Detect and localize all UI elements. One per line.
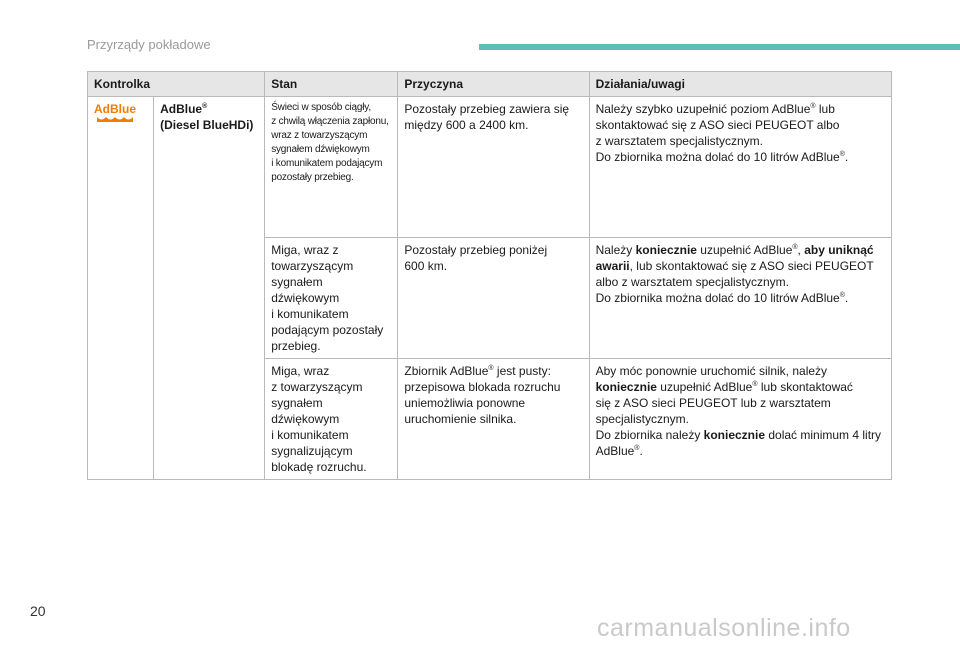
watermark: carmanualsonline.info: [597, 614, 851, 642]
adblue-warning-icon: AdBlue: [94, 103, 136, 122]
stan-line: z chwilą włączenia zapłonu,: [271, 116, 389, 127]
column-header-przyczyna: Przyczyna: [398, 72, 589, 97]
stan-line: podającym pozostały: [271, 323, 384, 337]
dzialania-cell: [589, 97, 891, 238]
dzialania-text: uzupełnić AdBlue: [696, 243, 793, 257]
dzialania-text: się z ASO sieci PEUGEOT lub z warsztatem: [595, 396, 831, 410]
przyczyna-line: Pozostały przebieg zawiera się: [404, 102, 570, 116]
table-row: [88, 97, 892, 238]
dzialania-text: dolać minimum 4 litry: [765, 428, 882, 442]
emphasis-text: koniecznie: [635, 243, 697, 257]
dzialania-text: ,: [797, 243, 805, 257]
stan-cell: [265, 97, 398, 238]
column-header-stan: Stan: [265, 72, 398, 97]
stan-line: towarzyszącym: [271, 259, 354, 273]
emphasis-text: aby uniknąć: [804, 243, 874, 257]
registered-mark: ®: [488, 365, 494, 372]
stan-line: sygnalizującym: [271, 444, 353, 458]
stan-line: sygnałem dźwiękowym: [271, 144, 370, 155]
stan-line: i komunikatem: [271, 307, 349, 321]
indicator-name: AdBlue: [160, 102, 203, 116]
registered-mark: ®: [752, 381, 758, 388]
dzialania-text: .: [844, 291, 849, 305]
przyczyna-text: Zbiornik AdBlue: [404, 364, 489, 378]
stan-line: i komunikatem podającym: [271, 158, 383, 169]
dzialania-text: Aby móc ponownie uruchomić silnik, należy: [595, 364, 828, 378]
registered-mark: ®: [839, 151, 845, 158]
przyczyna-cell: [398, 97, 589, 238]
registered-mark: ®: [839, 292, 845, 299]
stan-line: Miga, wraz z: [271, 243, 339, 257]
dzialania-text: lub skontaktować: [757, 380, 853, 394]
stan-line: i komunikatem: [271, 428, 349, 442]
dzialania-text: uzupełnić AdBlue: [656, 380, 753, 394]
stan-cell: [265, 238, 398, 359]
indicator-variant: (Diesel BlueHDi): [160, 118, 254, 132]
dzialania-text: Do zbiornika można dolać do 10 litrów AdBlue: [595, 150, 840, 164]
table-header-row: [88, 72, 892, 97]
stan-line: pozostały przebieg.: [271, 172, 354, 183]
stan-line: z towarzyszącym: [271, 380, 363, 394]
dzialania-text: Należy szybko uzupełnić poziom AdBlue: [595, 102, 811, 116]
przyczyna-text: uniemożliwia ponowne: [404, 396, 526, 410]
emphasis-text: koniecznie: [595, 380, 657, 394]
section-title: Przyrządy pokładowe: [87, 37, 211, 52]
przyczyna-cell: [398, 238, 589, 359]
stan-line: wraz z towarzyszącym: [271, 130, 368, 141]
dzialania-text: , lub skontaktować się z ASO sieci PEUGEOT: [629, 259, 874, 273]
przyczyna-cell: [398, 359, 589, 480]
column-header-kontrolka: Kontrolka: [88, 72, 265, 97]
dzialania-text: .: [639, 444, 643, 458]
indicator-name-cell: [154, 97, 265, 480]
emphasis-text: koniecznie: [703, 428, 766, 442]
dzialania-cell: [589, 238, 891, 359]
stan-line: Świeci w sposób ciągły,: [271, 102, 371, 113]
przyczyna-text: jest pusty:: [493, 364, 551, 378]
dzialania-text: Do zbiornika należy: [595, 428, 704, 442]
stan-cell: [265, 359, 398, 480]
przyczyna-line: 600 km.: [404, 259, 448, 273]
przyczyna-line: między 600 a 2400 km.: [404, 118, 529, 132]
page-number: 20: [30, 603, 46, 619]
przyczyna-line: Pozostały przebieg poniżej: [404, 243, 548, 257]
dzialania-text: z warsztatem specjalistycznym.: [595, 134, 763, 148]
dzialania-text: skontaktować się z ASO sieci PEUGEOT albo: [595, 118, 840, 132]
przyczyna-text: uruchomienie silnika.: [404, 412, 517, 426]
dzialania-text: lub: [815, 102, 835, 116]
stan-line: sygnałem dźwiękowym: [271, 396, 340, 426]
stan-line: blokadę rozruchu.: [271, 460, 367, 474]
registered-mark: ®: [202, 103, 208, 110]
stan-line: sygnałem dźwiękowym: [271, 275, 340, 305]
stan-line: przebieg.: [271, 339, 321, 353]
registered-mark: ®: [810, 103, 816, 110]
dzialania-text: AdBlue: [595, 444, 635, 458]
registered-mark: ®: [634, 445, 640, 452]
dzialania-cell: [589, 359, 891, 480]
dzialania-text: Należy: [595, 243, 636, 257]
registered-mark: ®: [792, 244, 798, 251]
stan-line: Miga, wraz: [271, 364, 330, 378]
section-accent-bar: [479, 44, 960, 50]
dzialania-text: .: [844, 150, 849, 164]
emphasis-text: awarii: [595, 259, 630, 273]
dzialania-text: Do zbiornika można dolać do 10 litrów AdBlue: [595, 291, 840, 305]
warning-lights-table: [87, 71, 892, 480]
indicator-icon-cell: [88, 97, 154, 480]
dzialania-text: specjalistycznym.: [595, 412, 689, 426]
adblue-wave-icon: [97, 116, 133, 122]
column-header-dzialania: Działania/uwagi: [589, 72, 891, 97]
przyczyna-text: przepisowa blokada rozruchu: [404, 380, 561, 394]
dzialania-text: albo z warsztatem specjalistycznym.: [595, 275, 789, 289]
